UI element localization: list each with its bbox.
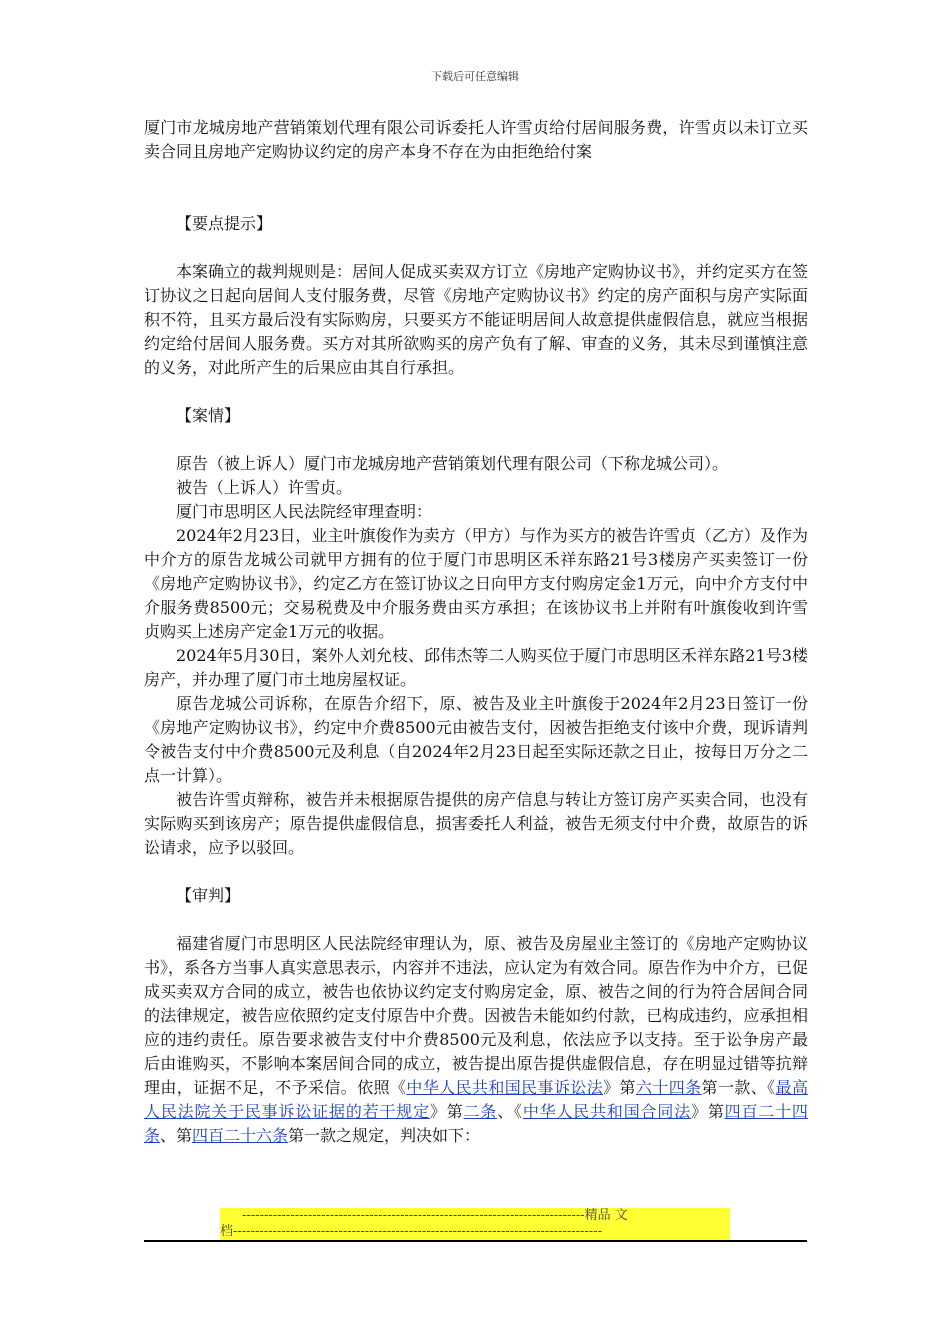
- facts-paragraph-defendant: 被告（上诉人）许雪贞。: [176, 478, 353, 497]
- judgment-text: 福建省厦门市思明区人民法院经审理认为，原、被告及房屋业主签订的《房地产定购协议书》，系各方当事人真实意思表示，内容并不违法，应认定为有效合同。原告作为中介方，已促成买卖双方合同的成立，被告也依协议约定支付购房定金，原、被告之间的行为符合居间合同的法律规定，被告应依照约定支付原告中介费。因被告未能如约付款，已构成违约，应承担相应的违约责任。原告要求被告支付中介费8500元及利息，依法应予以支持。至于讼争房产最后由谁购买，不影响本案居间合同的成立，被告提出原告提供虚假信息，存在明显过错等抗辩理由，证据不足，不予采信。依照《: [144, 934, 809, 1097]
- judgment-text: 第一款之规定，判决如下：: [288, 1126, 481, 1145]
- facts-paragraph-plaintiff: 原告（被上诉人）厦门市龙城房地产营销策划代理有限公司（下称龙城公司）。: [176, 454, 729, 473]
- facts-paragraph-defendant-argument: 被告许雪贞辩称，被告并未根据原告提供的房产信息与转让方签订房产买卖合同，也没有实际购买到该房产；原告提供虚假信息，损害委托人利益，被告无须支付中介费，故原告的诉讼请求，应予以驳回。: [144, 790, 808, 857]
- footer-watermark-line: 档------------------------------------------------------------------------------------: [220, 1224, 602, 1239]
- link-article-426[interactable]: 四百二十六条: [192, 1126, 289, 1145]
- link-article-64[interactable]: 六十四条: [635, 1078, 702, 1097]
- link-civil-procedure-law[interactable]: 中华人民共和国民事诉讼法: [406, 1078, 604, 1097]
- footer-divider: [144, 1240, 807, 1242]
- judgment-paragraph: [144, 932, 808, 1148]
- facts-paragraph-court-found: 厦门市思明区人民法院经审理查明：: [176, 502, 433, 521]
- link-contract-law[interactable]: 中华人民共和国合同法: [522, 1102, 692, 1121]
- facts-paragraph-plaintiff-claim: 原告龙城公司诉称，在原告介绍下，原、被告及业主叶旗俊于2024年2月23日签订一份《房地产定购协议书》，约定中介费8500元由被告支付，因被告拒绝支付该中介费，现诉请判令被告支付中介费8500元及利息（自2024年2月23日起至实际还款之日止，按每日万分之二点一计算）。: [144, 694, 808, 785]
- link-article-2[interactable]: 二条: [463, 1102, 498, 1121]
- footer-watermark-line: ------------------------------------------------------------------------------精品 文: [242, 1208, 628, 1223]
- document-body: [144, 116, 808, 1148]
- link-article-424[interactable]: 四百二十四条: [144, 1102, 808, 1145]
- section-heading-facts: 【案情】: [176, 406, 241, 425]
- page-header-note: 下载后可任意编辑: [431, 70, 519, 83]
- judgment-text: 、《: [497, 1102, 523, 1121]
- link-evidence-rules[interactable]: 最高人民法院关于民事诉讼证据的若干规定: [144, 1078, 808, 1121]
- judgment-text: 》第: [429, 1102, 464, 1121]
- facts-paragraph-agreement: 2024年2月23日，业主叶旗俊作为卖方（甲方）与作为买方的被告许雪贞（乙方）及作为中介方的原告龙城公司就甲方拥有的位于厦门市思明区禾祥东路21号3楼房产买卖签订一份《房地产定购协议书》，约定乙方在签订协议之日向甲方支付购房定金1万元，向中介方支付中介服务费8500元；交易税费及中介服务费由买方承担；在该协议书上并附有叶旗俊收到许雪贞购买上述房产定金1万元的收据。: [144, 526, 808, 641]
- facts-paragraph-third-party-purchase: 2024年5月30日，案外人刘允枝、邱伟杰等二人购买位于厦门市思明区禾祥东路21号3楼房产，并办理了厦门市土地房屋权证。: [144, 646, 808, 689]
- key-points-paragraph: 本案确立的裁判规则是：居间人促成买卖双方订立《房地产定购协议书》，并约定买方在签订协议之日起向居间人支付服务费，尽管《房地产定购协议书》约定的房产面积与房产实际面积不符，且买方最后没有实际购房，只要买方不能证明居间人故意提供虚假信息，就应当根据约定给付居间人服务费。买方对其所欲购买的房产负有了解、审查的义务，其未尽到谨慎注意的义务，对此所产生的后果应由其自行承担。: [144, 262, 809, 377]
- footer-watermark-band: [220, 1208, 730, 1240]
- judgment-text: 》第: [603, 1078, 636, 1097]
- judgment-text: 、第: [160, 1126, 193, 1145]
- judgment-text: 》第: [691, 1102, 725, 1121]
- judgment-text: 第一款、《: [701, 1078, 776, 1097]
- section-heading-judgment: 【审判】: [176, 886, 241, 905]
- section-heading-key-points: 【要点提示】: [176, 214, 273, 233]
- document-title: 厦门市龙城房地产营销策划代理有限公司诉委托人许雪贞给付居间服务费，许雪贞以未订立买卖合同且房地产定购协议约定的房产本身不存在为由拒绝给付案: [144, 118, 808, 161]
